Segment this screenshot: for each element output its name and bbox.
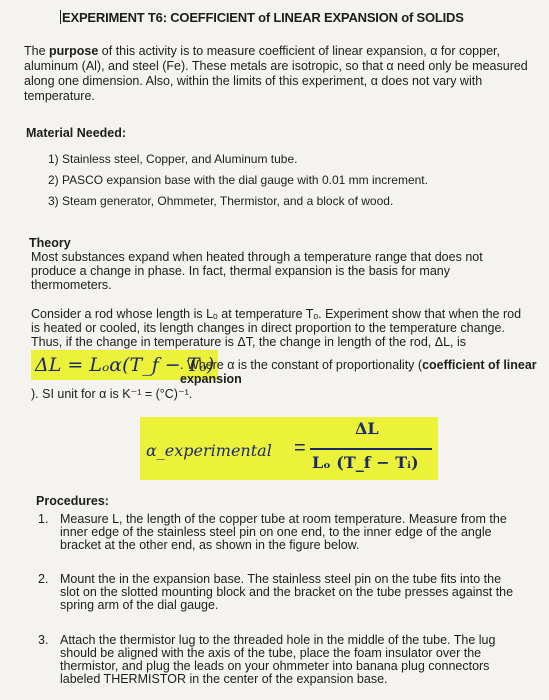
formula-denominator: Lₒ (T_f − Tᵢ) [312,453,419,472]
purpose-paragraph: The purpose of this activity is to measure coefficient of linear expansion, α for copper, aluminum (Al), and steel (Fe). These metals are isotropic, so that α need only be measured along one dimension. Also, within the limits of this experiment, α does not vary with temperature. [24,44,528,103]
theory-paragraph-1: Most substances expand when heated through a temperature range that does not produce a change in phase. In fact, thermal expansion is the basis for many thermometers. [31,250,483,292]
material-item: 1) Stainless steel, Copper, and Aluminum tube. [48,152,298,166]
document-title [60,10,464,25]
title-text: EXPERIMENT T6: COEFFICIENT of LINEAR EXPANSION of SOLIDS [62,10,464,25]
formula-lhs: α_experimental [146,441,272,460]
expansion-equation: ΔL = Lₒα(T_f − Tₒ) [31,350,218,380]
procedure-step: 3. Attach the thermistor lug to the threaded hole in the middle of the tube. The lug should be aligned with the axis of the tube, place the foam insulator over the thermistor, and plug the leads on your ohmmeter into banana plug connectors labeled THERMISTOR in the center of the expansion base. [38,633,496,686]
text-cursor [60,10,61,24]
theory-heading: Theory [29,236,71,250]
experimental-alpha-formula [140,417,438,480]
materials-heading: Material Needed: [26,126,127,140]
material-item: 3) Steam generator, Ohmmeter, Thermistor, and a block of wood. [48,194,394,208]
procedures-heading: Procedures: [36,494,109,508]
theory-paragraph-2: Consider a rod whose length is Lₒ at temperature Tₒ. Experiment show that when the rod is heated or cooled, its length changes in direct proportion to the temperature change. Thus, if the change in temperature is ΔT, the change in length of the rod, ΔL, is [31,307,522,349]
materials-list [48,152,428,215]
procedure-step: 1. Measure L, the length of the copper tube at room temperature. Measure from the inner edge of the stainless steel pin on one end, to the inner edge of the angle bracket at the other end, as shown in the figure below. [38,512,507,552]
material-item: 2) PASCO expansion base with the dial gauge with 0.01 mm increment. [48,173,428,187]
formula-equals: = [294,437,306,459]
procedure-step: 2. Mount the in the expansion base. The stainless steel pin on the tube fits into the slot on the slotted mounting block and the bracket on the tube presses against the spring arm of the dial gauge. [38,572,514,612]
purpose-keyword: purpose [49,44,99,58]
si-unit-text: ). SI unit for α is K⁻¹ = (°C)⁻¹. [31,387,193,401]
equation-explanation: . Where α is the constant of proportionality (coefficient of linear expansion [180,358,537,386]
formula-numerator: ΔL [355,419,379,438]
fraction-bar [310,448,432,450]
